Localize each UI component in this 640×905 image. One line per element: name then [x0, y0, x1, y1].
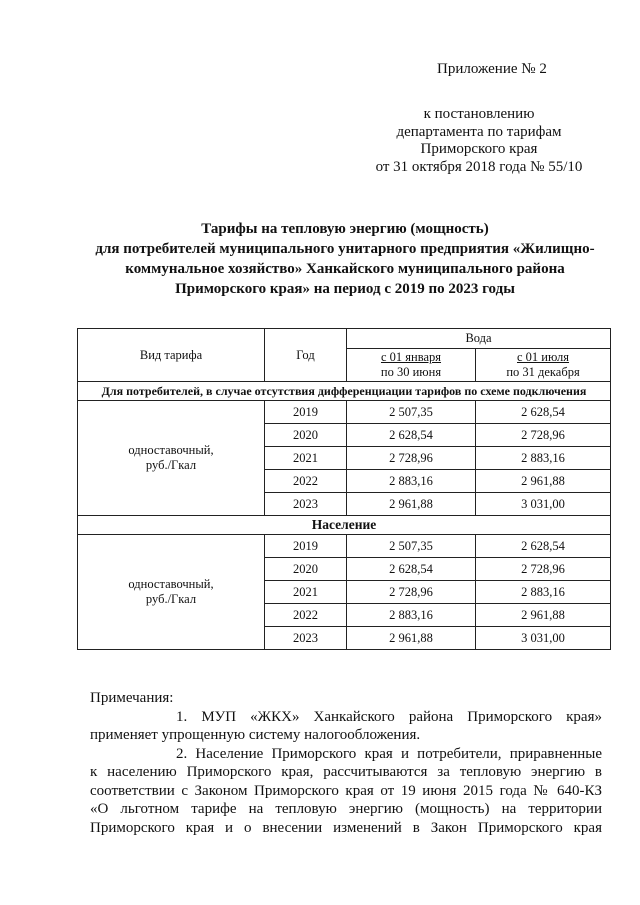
first-half-value: 2 961,88	[347, 627, 476, 650]
header-period-2-line2: по 31 декабря	[506, 365, 580, 379]
year-cell: 2021	[265, 581, 347, 604]
first-half-value: 2 728,96	[347, 581, 476, 604]
year-cell: 2019	[265, 401, 347, 424]
tariff-type-cell	[78, 401, 265, 516]
appendix-number: Приложение № 2	[437, 61, 547, 77]
note-2-line: Приморского края и о внесении изменений в Закон Приморского края	[90, 819, 602, 836]
title-line: Тарифы на тепловую энергию (мощность)	[201, 221, 489, 237]
first-half-value: 2 628,54	[347, 558, 476, 581]
note-2-line: «О льготном тарифе на тепловую энергию (мощность) на территории	[90, 801, 602, 817]
year-cell: 2020	[265, 424, 347, 447]
year-cell: 2022	[265, 470, 347, 493]
header-first-half	[347, 349, 476, 382]
note-1-line: применяет упрощенную систему налогообложения.	[90, 727, 421, 743]
note-2-line: к населению Приморского края, рассчитываются за тепловую энергию в	[90, 764, 602, 780]
decree-line: департамента по тарифам	[396, 123, 562, 140]
second-half-value: 2 883,16	[476, 447, 611, 470]
first-half-value: 2 728,96	[347, 447, 476, 470]
second-half-value: 2 628,54	[476, 401, 611, 424]
tariff-type-line2: руб./Гкал	[145, 458, 197, 472]
header-water: Вода	[347, 329, 611, 349]
first-half-value: 2 961,88	[347, 493, 476, 516]
tariff-type-cell	[78, 535, 265, 650]
header-second-half	[476, 349, 611, 382]
decree-line: к постановлению	[423, 106, 535, 122]
header-tariff-type: Вид тарифа	[78, 329, 265, 382]
section-heading-consumers: Для потребителей, в случае отсутствия дифференциации тарифов по схеме подключения	[78, 382, 611, 401]
tariff-type-line1: одноставочный,	[128, 577, 214, 591]
note-2-line: 2. Население Приморского края и потребители, приравненные	[176, 745, 602, 762]
second-half-value: 2 728,96	[476, 424, 611, 447]
notes-section	[90, 689, 602, 837]
title-line: коммунальное хозяйство» Ханкайского муниципального района	[125, 261, 565, 277]
first-half-value: 2 507,35	[347, 401, 476, 424]
decree-line: от 31 октября 2018 года № 55/10	[375, 158, 583, 175]
tariff-type-line2: руб./Гкал	[145, 592, 197, 606]
year-cell: 2023	[265, 627, 347, 650]
tariff-type-line1: одноставочный,	[128, 443, 214, 457]
header-year: Год	[265, 329, 347, 382]
title-line: Приморского края» на период с 2019 по 2023 годы	[175, 281, 515, 297]
second-half-value: 3 031,00	[476, 493, 611, 516]
second-half-value: 3 031,00	[476, 627, 611, 650]
first-half-value: 2 883,16	[347, 470, 476, 493]
year-cell: 2019	[265, 535, 347, 558]
document-title	[90, 219, 600, 299]
decree-line: Приморского края	[420, 141, 538, 157]
header-period-1-line2: по 30 июня	[380, 365, 442, 379]
section-heading-population: Население	[78, 516, 611, 535]
note-1-line: 1. МУП «ЖКХ» Ханкайского района Приморского края»	[176, 708, 602, 725]
year-cell: 2020	[265, 558, 347, 581]
second-half-value: 2 961,88	[476, 470, 611, 493]
first-half-value: 2 883,16	[347, 604, 476, 627]
second-half-value: 2 628,54	[476, 535, 611, 558]
title-line: для потребителей муниципального унитарного предприятия «Жилищно-	[95, 241, 595, 257]
second-half-value: 2 961,88	[476, 604, 611, 627]
notes-heading: Примечания:	[90, 690, 174, 706]
year-cell: 2023	[265, 493, 347, 516]
second-half-value: 2 728,96	[476, 558, 611, 581]
year-cell: 2021	[265, 447, 347, 470]
year-cell: 2022	[265, 604, 347, 627]
header-period-2-line1: с 01 июля	[517, 350, 570, 364]
header-period-1-line1: с 01 января	[380, 350, 442, 364]
tariff-table	[77, 328, 611, 650]
second-half-value: 2 883,16	[476, 581, 611, 604]
first-half-value: 2 628,54	[347, 424, 476, 447]
first-half-value: 2 507,35	[347, 535, 476, 558]
decree-reference	[360, 106, 598, 176]
note-2-line: соответствии с Законом Приморского края от 19 июня 2015 года № 640-КЗ	[90, 782, 602, 799]
